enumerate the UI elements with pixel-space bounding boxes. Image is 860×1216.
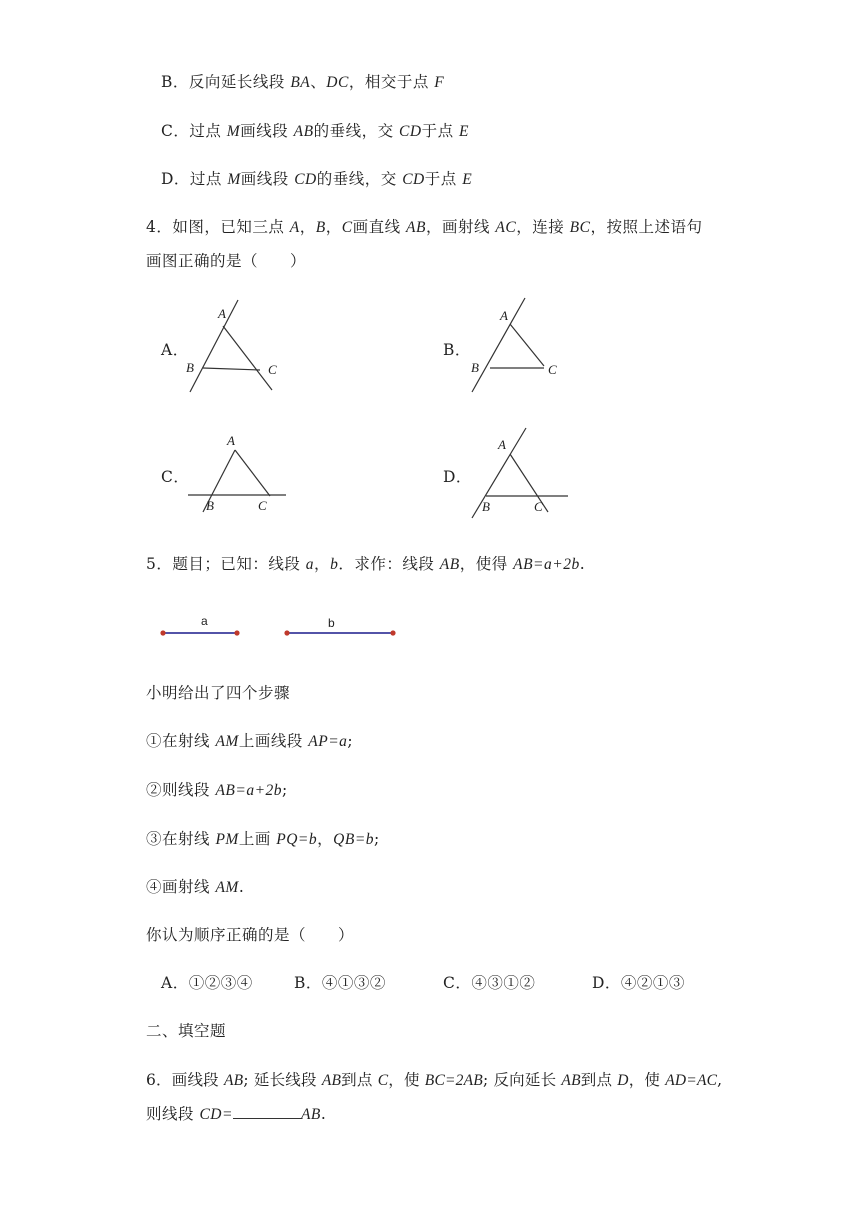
segment-a (160, 614, 239, 636)
q4-option-a-label: A． (161, 341, 189, 359)
label-b: B (206, 498, 214, 513)
q5-step-2: ②则线段 AB=a+2b; (146, 781, 288, 799)
q5-stem: 5．题目；已知：线段 a，b．求作：线段 AB，使得 AB=a+2b. (146, 555, 586, 573)
q3-option-c: C．过点 M画线段 AB的垂线，交 CD于点 E (161, 122, 469, 140)
q5-choice-c: C．④③①② (443, 974, 536, 992)
section-heading-fill-in: 二、填空题 (146, 1022, 227, 1040)
segment-a-label: a (201, 614, 208, 628)
q5-intro: 小明给出了四个步骤 (146, 684, 291, 702)
label-c: C (548, 362, 557, 377)
label-a: A (498, 437, 506, 452)
q5-segments-figure (155, 610, 405, 644)
endpoint (160, 630, 165, 635)
q4-option-d-label: D． (443, 468, 472, 486)
q5-step-4: ④画射线 AM. (146, 878, 245, 896)
label-c: C (534, 499, 543, 514)
q5-step-1: ①在射线 AM上画线段 AP=a; (146, 732, 354, 750)
q4-figure-a (180, 296, 290, 396)
label-a: A (500, 308, 508, 323)
label-c: C (258, 498, 267, 513)
label-a: A (218, 306, 226, 321)
q6-stem-line2: 则线段 CD= AB. (146, 1105, 327, 1123)
label-c: C (268, 362, 277, 377)
q4-figure-b (462, 296, 572, 396)
q3-option-b: B．反向延长线段 BA、DC，相交于点 F (161, 73, 445, 91)
q4-figure-d (462, 426, 574, 522)
label-a: A (227, 433, 235, 448)
q6-stem-line1: 6．画线段 AB; 延长线段 AB到点 C，使 BC=2AB; 反向延长 AB到点 D，使 AD=AC, (146, 1071, 723, 1089)
endpoint (234, 630, 239, 635)
endpoint (284, 630, 289, 635)
segment-b-label: b (328, 616, 335, 630)
q5-question: 你认为顺序正确的是（ ） (146, 926, 355, 944)
answer-blank[interactable] (233, 1104, 301, 1119)
q4-stem-line1: 4．如图，已知三点 A，B，C画直线 AB，画射线 AC，连接 BC，按照上述语句 (146, 218, 703, 236)
label-b: B (186, 360, 194, 375)
q4-option-b-label: B． (443, 341, 471, 359)
q5-choice-b: B．④①③② (294, 974, 386, 992)
segment-b (284, 616, 395, 636)
q5-choice-a: A．①②③④ (161, 974, 253, 992)
q5-step-3: ③在射线 PM上画 PQ=b，QB=b; (146, 830, 380, 848)
q4-stem-line2: 画图正确的是（ ） (146, 252, 307, 270)
q4-figure-c (182, 428, 292, 518)
q4-option-c-label: C． (161, 468, 190, 486)
label-b: B (471, 360, 479, 375)
q3-option-d: D．过点 M画线段 CD的垂线，交 CD于点 E (161, 170, 473, 188)
q5-choice-d: D．④②①③ (592, 974, 685, 992)
endpoint (390, 630, 395, 635)
label-b: B (482, 499, 490, 514)
